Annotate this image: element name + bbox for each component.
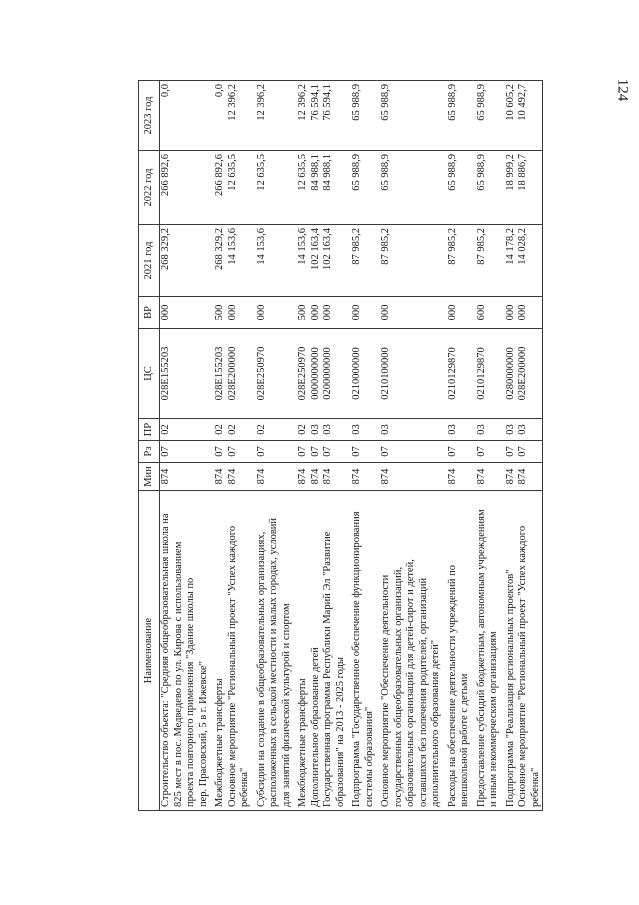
row-name-line: и иным некоммерческим организациям xyxy=(488,631,499,807)
vr-code: 500 xyxy=(297,304,308,321)
pr-code: 02 xyxy=(214,424,225,435)
rz-code-cell xyxy=(347,441,376,463)
row-name-line: Подпрограмма "Реализация региональных проектов" xyxy=(504,569,516,807)
value-2022: 12 635,5 xyxy=(297,154,308,191)
min-code: 874 xyxy=(475,468,487,485)
value-2022-cell xyxy=(443,151,472,225)
page-number: 124 xyxy=(614,78,631,102)
min-code-cell xyxy=(252,463,294,491)
value-2021: 87 985,2 xyxy=(475,228,487,265)
rz-code: 07 xyxy=(380,446,391,457)
rz-code-cell xyxy=(210,441,252,463)
min-code-cell xyxy=(376,463,443,491)
table-row xyxy=(501,81,543,811)
cs-code-cell xyxy=(501,329,543,419)
value-2022-cell xyxy=(160,151,211,225)
value-2021: 14 153,6 xyxy=(297,228,308,265)
value-2023: 0,0 xyxy=(214,84,225,98)
rz-code: 07 xyxy=(504,446,516,457)
header-min: Мин xyxy=(139,463,160,491)
vr-code: 000 xyxy=(309,304,321,321)
vr-code: 600 xyxy=(475,304,487,321)
vr-code: 000 xyxy=(255,304,267,321)
row-name-cell xyxy=(347,491,376,811)
pr-code-cell xyxy=(501,419,543,441)
vr-code-cell xyxy=(160,297,211,329)
row-name-line: для занятий физической культурой и спортом xyxy=(280,603,292,807)
cs-code: 0210129870 xyxy=(446,347,458,400)
vr-code-cell xyxy=(501,297,543,329)
vr-code: 000 xyxy=(226,304,238,321)
value-2021: 268 329,2 xyxy=(160,228,171,270)
min-code: 874 xyxy=(297,468,308,485)
vr-code: 000 xyxy=(380,304,391,321)
value-2021-cell xyxy=(376,225,443,297)
value-2022: 84 988,1 xyxy=(322,154,333,191)
row-name-line: ребенка" xyxy=(239,767,250,807)
vr-code: 000 xyxy=(517,304,528,321)
value-2023: 65 988,9 xyxy=(380,84,391,121)
value-2023-cell xyxy=(210,81,252,151)
value-2023: 76 594,1 xyxy=(309,84,321,121)
value-2023-cell xyxy=(347,81,376,151)
cs-code: 028E250970 xyxy=(255,346,267,401)
row-name-cell xyxy=(472,491,501,811)
cs-code: 0000000000 xyxy=(309,347,321,400)
rz-code: 07 xyxy=(475,446,487,457)
rz-code: 07 xyxy=(160,446,171,457)
value-2021: 14 178,2 xyxy=(504,228,516,265)
cs-code-cell xyxy=(252,329,294,419)
min-code: 874 xyxy=(255,468,267,485)
cs-code: 028E200000 xyxy=(226,346,238,401)
vr-code-cell xyxy=(443,297,472,329)
row-name-line: Подпрограмма "Государственное обеспечение функционирования xyxy=(351,511,362,807)
header-pr: ПР xyxy=(139,419,160,441)
table-row xyxy=(160,81,211,811)
rz-code-cell xyxy=(376,441,443,463)
row-name-line: внешкольной работе с детьми xyxy=(459,673,470,807)
rz-code-cell xyxy=(252,441,294,463)
min-code-cell xyxy=(501,463,543,491)
value-2021: 87 985,2 xyxy=(446,228,458,265)
pr-code: 02 xyxy=(255,424,267,435)
value-2023: 76 594,1 xyxy=(322,84,333,121)
cs-code: 0200000000 xyxy=(322,347,333,400)
value-2021: 102 163,4 xyxy=(309,228,321,270)
row-name-line: Расходы на обеспечение деятельности учреждений по xyxy=(446,564,458,807)
table-body xyxy=(160,81,543,811)
table-row xyxy=(252,81,294,811)
row-name-line: оставшихся без попечения родителей, организаций xyxy=(417,577,429,807)
row-name-line: проекта повторного применения "Здание школы по xyxy=(185,577,196,807)
pr-code-cell xyxy=(293,419,347,441)
pr-code-cell xyxy=(252,419,294,441)
value-2023-cell xyxy=(252,81,294,151)
rz-code: 07 xyxy=(214,446,225,457)
value-2022: 18 999,2 xyxy=(504,154,516,191)
row-name-line: Основное мероприятие "Обеспечение деятельности xyxy=(380,574,391,807)
vr-code-cell xyxy=(376,297,443,329)
value-2023: 10 605,2 xyxy=(504,84,516,121)
value-2023-cell xyxy=(472,81,501,151)
row-name-line: системы образования" xyxy=(363,706,375,807)
min-code-cell xyxy=(472,463,501,491)
vr-code-cell xyxy=(293,297,347,329)
row-name-line: Строительство объекта: "Средняя общеобразовательная школа на xyxy=(160,513,171,807)
row-name-line: пер. Прасовский, 5 в г. Ижевске" xyxy=(197,661,209,807)
value-2023-cell xyxy=(501,81,543,151)
value-2021-cell xyxy=(293,225,347,297)
value-2023: 65 988,9 xyxy=(446,84,458,121)
table-row xyxy=(347,81,376,811)
pr-code-cell xyxy=(443,419,472,441)
pr-code: 02 xyxy=(226,424,238,435)
cs-code: 028E200000 xyxy=(517,346,528,401)
value-2022: 65 988,9 xyxy=(446,154,458,191)
value-2022: 12 635,5 xyxy=(255,154,267,191)
row-name-line: государственных общеобразовательных организаций, xyxy=(392,566,404,807)
value-2021: 102 163,4 xyxy=(322,228,333,270)
value-2022-cell xyxy=(210,151,252,225)
row-name-line: 825 мест в пос. Медведево по ул. Кирова с использованием xyxy=(172,541,184,807)
min-code-cell xyxy=(347,463,376,491)
header-vr: ВР xyxy=(139,297,160,329)
cs-code: 0210129870 xyxy=(475,347,487,400)
cs-code: 0210100000 xyxy=(380,347,391,400)
vr-code: 500 xyxy=(214,304,225,321)
row-name-line: Предоставление субсидий бюджетным, автономным учреждениям xyxy=(475,509,487,807)
value-2021-cell xyxy=(160,225,211,297)
vr-code-cell xyxy=(472,297,501,329)
min-code: 874 xyxy=(160,468,171,485)
value-2023: 65 988,9 xyxy=(351,84,362,121)
rz-code: 07 xyxy=(351,446,362,457)
value-2022: 84 988,1 xyxy=(309,154,321,191)
cs-code-cell xyxy=(443,329,472,419)
row-name-line: Государственная программа Республики Марий Эл "Развитие xyxy=(322,531,333,807)
min-code: 874 xyxy=(517,468,528,485)
rz-code: 07 xyxy=(309,446,321,457)
header-cs: ЦС xyxy=(139,329,160,419)
value-2021: 87 985,2 xyxy=(380,228,391,265)
cs-code: 0280000000 xyxy=(504,347,516,400)
row-name-line: Субсидии на создание в общеобразовательных организациях, xyxy=(255,531,267,807)
header-name: Наименование xyxy=(139,491,160,811)
value-2022-cell xyxy=(252,151,294,225)
min-code: 874 xyxy=(226,468,238,485)
value-2022: 18 886,7 xyxy=(517,154,528,191)
value-2023: 65 988,9 xyxy=(475,84,487,121)
value-2021: 14 153,6 xyxy=(255,228,267,265)
row-name-line: образовательных организаций для детей-сирот и детей, xyxy=(405,559,416,807)
table-header-row xyxy=(139,81,160,811)
min-code-cell xyxy=(443,463,472,491)
min-code-cell xyxy=(160,463,211,491)
cs-code: 028E250970 xyxy=(297,346,308,401)
table-row xyxy=(293,81,347,811)
rz-code: 07 xyxy=(446,446,458,457)
value-2022: 12 635,5 xyxy=(226,154,238,191)
value-2021-cell xyxy=(347,225,376,297)
value-2023: 12 396,2 xyxy=(226,84,238,121)
rz-code-cell xyxy=(501,441,543,463)
row-name-line: ребенка" xyxy=(529,767,541,807)
pr-code-cell xyxy=(160,419,211,441)
value-2023: 12 396,2 xyxy=(297,84,308,121)
vr-code: 000 xyxy=(351,304,362,321)
min-code: 874 xyxy=(504,468,516,485)
row-name-line: Межбюджетные трансферты xyxy=(297,678,308,807)
value-2021-cell xyxy=(501,225,543,297)
value-2022: 65 988,9 xyxy=(475,154,487,191)
cs-code-cell xyxy=(160,329,211,419)
value-2021: 14 028,2 xyxy=(517,228,528,265)
value-2023-cell xyxy=(160,81,211,151)
value-2021-cell xyxy=(472,225,501,297)
rz-code: 07 xyxy=(297,446,308,457)
pr-code: 02 xyxy=(160,424,171,435)
value-2021-cell xyxy=(210,225,252,297)
cs-code: 028E155203 xyxy=(214,346,225,401)
row-name-line: образования" на 2013 - 2025 годы xyxy=(334,657,346,807)
header-2023: 2023 год xyxy=(139,81,160,151)
pr-code-cell xyxy=(210,419,252,441)
rz-code-cell xyxy=(472,441,501,463)
cs-code-cell xyxy=(472,329,501,419)
rz-code: 07 xyxy=(517,446,528,457)
value-2022: 65 988,9 xyxy=(351,154,362,191)
rz-code-cell xyxy=(443,441,472,463)
rz-code: 07 xyxy=(322,446,333,457)
value-2021: 268 329,2 xyxy=(214,228,225,270)
value-2022-cell xyxy=(501,151,543,225)
rz-code: 07 xyxy=(255,446,267,457)
pr-code: 03 xyxy=(351,424,362,435)
value-2022: 266 892,6 xyxy=(160,154,171,196)
pr-code: 03 xyxy=(380,424,391,435)
cs-code: 028E155203 xyxy=(160,346,171,401)
row-name-line: Дополнительное образование детей xyxy=(309,647,321,807)
value-2021: 14 153,6 xyxy=(226,228,238,265)
pr-code: 03 xyxy=(504,424,516,435)
value-2022-cell xyxy=(376,151,443,225)
value-2022-cell xyxy=(293,151,347,225)
vr-code-cell xyxy=(347,297,376,329)
row-name-cell xyxy=(293,491,347,811)
value-2022-cell xyxy=(347,151,376,225)
table-row xyxy=(376,81,443,811)
cs-code: 0210000000 xyxy=(351,347,362,400)
vr-code: 000 xyxy=(504,304,516,321)
pr-code: 03 xyxy=(309,424,321,435)
table-row xyxy=(472,81,501,811)
table-row xyxy=(210,81,252,811)
value-2023: 10 492,7 xyxy=(517,84,528,121)
cs-code-cell xyxy=(347,329,376,419)
cs-code-cell xyxy=(210,329,252,419)
pr-code-cell xyxy=(472,419,501,441)
row-name-cell xyxy=(210,491,252,811)
row-name-cell xyxy=(252,491,294,811)
cs-code-cell xyxy=(293,329,347,419)
rotated-table-container xyxy=(138,81,548,811)
row-name-line: Межбюджетные трансферты xyxy=(214,678,225,807)
value-2023-cell xyxy=(443,81,472,151)
min-code: 874 xyxy=(380,468,391,485)
min-code-cell xyxy=(293,463,347,491)
vr-code: 000 xyxy=(160,304,171,321)
value-2023: 12 396,2 xyxy=(255,84,267,121)
value-2023-cell xyxy=(293,81,347,151)
pr-code: 03 xyxy=(322,424,333,435)
value-2022: 65 988,9 xyxy=(380,154,391,191)
row-name-line: Основное мероприятие "Региональный проект "Успех каждого xyxy=(517,525,528,807)
rz-code: 07 xyxy=(226,446,238,457)
value-2021: 87 985,2 xyxy=(351,228,362,265)
row-name-cell xyxy=(501,491,543,811)
min-code: 874 xyxy=(446,468,458,485)
budget-table xyxy=(138,80,543,811)
pr-code: 02 xyxy=(297,424,308,435)
pr-code: 03 xyxy=(517,424,528,435)
value-2023: 0,0 xyxy=(160,84,171,98)
rz-code-cell xyxy=(160,441,211,463)
min-code: 874 xyxy=(309,468,321,485)
value-2021-cell xyxy=(252,225,294,297)
min-code: 874 xyxy=(351,468,362,485)
value-2021-cell xyxy=(443,225,472,297)
row-name-cell xyxy=(443,491,472,811)
header-2022: 2022 год xyxy=(139,151,160,225)
pr-code: 03 xyxy=(475,424,487,435)
value-2022-cell xyxy=(472,151,501,225)
row-name-cell xyxy=(376,491,443,811)
pr-code-cell xyxy=(347,419,376,441)
value-2023-cell xyxy=(376,81,443,151)
header-rz: Рз xyxy=(139,441,160,463)
min-code-cell xyxy=(210,463,252,491)
row-name-line: расположенных в сельской местности и малых городах, условий xyxy=(268,517,279,807)
vr-code-cell xyxy=(210,297,252,329)
row-name-cell xyxy=(160,491,211,811)
pr-code: 03 xyxy=(446,424,458,435)
rz-code-cell xyxy=(293,441,347,463)
cs-code-cell xyxy=(376,329,443,419)
row-name-line: Основное мероприятие "Региональный проект "Успех каждого xyxy=(226,525,238,807)
vr-code-cell xyxy=(252,297,294,329)
pr-code-cell xyxy=(376,419,443,441)
header-2021: 2021 год xyxy=(139,225,160,297)
table-row xyxy=(443,81,472,811)
min-code: 874 xyxy=(214,468,225,485)
min-code: 874 xyxy=(322,468,333,485)
vr-code: 000 xyxy=(446,304,458,321)
row-name-line: дополнительного образования детей" xyxy=(430,639,441,807)
value-2022: 266 892,6 xyxy=(214,154,225,196)
vr-code: 000 xyxy=(322,304,333,321)
